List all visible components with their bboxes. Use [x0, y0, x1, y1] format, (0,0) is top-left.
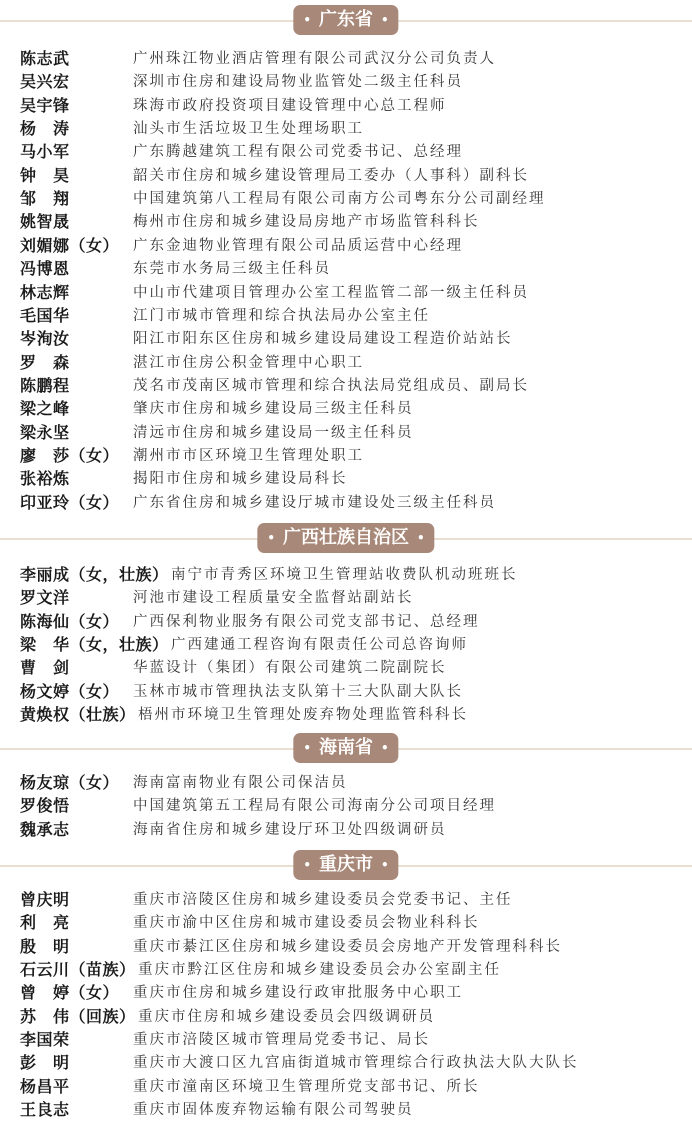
honoree-title: 重庆市住房和城乡建设行政审批服务中心职工 — [133, 985, 463, 1002]
section-header — [0, 522, 692, 556]
honoree-name: 王良志 — [20, 1100, 70, 1120]
section-title: 重庆市 — [319, 854, 373, 875]
honoree-name: 钟 昊 — [20, 165, 70, 185]
honoree-title: 广东省住房和城乡建设厅城市建设处三级主任科员 — [133, 494, 496, 511]
honoree-name: 岑洵汝 — [20, 329, 70, 349]
honoree-title: 中国建筑第八工程局有限公司南方公司粤东分公司副经理 — [133, 191, 546, 208]
honoree-title: 重庆市大渡口区九宫庙街道城市管理综合行政执法大队大队长 — [133, 1055, 579, 1072]
honoree-name: 吴宇锋 — [20, 95, 70, 115]
honoree-name: 梁之峰 — [20, 399, 70, 419]
honoree-name: 杨 涛 — [20, 119, 70, 139]
honoree-note: （苗族） — [69, 960, 136, 980]
honoree-name: 杨昌平 — [20, 1076, 70, 1096]
honoree-title: 华蓝设计（集团）有限公司建筑二院副院长 — [133, 660, 447, 677]
honoree-title: 重庆市綦江区住房和城乡建设委员会房地产开发管理科科长 — [133, 938, 562, 955]
honoree-name: 姚智晟 — [20, 212, 70, 232]
honoree-title: 广西保利物业服务有限公司党支部书记、总经理 — [133, 613, 480, 630]
honoree-title: 重庆市涪陵区住房和城乡建设委员会党委书记、主任 — [133, 892, 513, 908]
honoree-entry — [20, 46, 680, 69]
honoree-title: 河池市建设工程质量安全监督站副站长 — [133, 590, 414, 607]
section-title: 广西壮族自治区 — [283, 527, 409, 548]
honoree-title: 梅州市住房和城乡建设局房地产市场监管科科长 — [133, 214, 480, 231]
honoree-entry — [20, 609, 680, 632]
honoree-title: 玉林市城市管理执法支队第十三大队副大队长 — [133, 683, 463, 700]
honoree-entry — [20, 139, 680, 162]
honoree-entry — [20, 186, 680, 209]
honoree-title: 茂名市茂南区城市管理和综合执法局党组成员、副局长 — [133, 377, 529, 394]
section-header — [0, 4, 692, 38]
honoree-note: （女） — [69, 983, 120, 1003]
honoree-entry — [20, 420, 680, 443]
honoree-title: 海南省住房和城乡建设厅环卫处四级调研员 — [133, 821, 447, 838]
honoree-title: 梧州市环境卫生管理处废弃物处理监管科科长 — [138, 706, 468, 723]
section-title-badge — [257, 523, 434, 553]
honoree-title: 珠海市政府投资项目建设管理中心总工程师 — [133, 97, 447, 114]
honoree-note: （女） — [69, 611, 120, 631]
honoree-title: 汕头市生活垃圾卫生处理场职工 — [133, 121, 364, 138]
honoree-name: 陈志武 — [20, 49, 70, 68]
honoree-entry — [20, 957, 680, 980]
honoree-entry — [20, 632, 680, 655]
honoree-title: 广西建通工程咨询有限责任公司总咨询师 — [171, 636, 468, 653]
honoree-title: 重庆市固体废弃物运输有限公司驾驶员 — [133, 1102, 414, 1119]
section-header — [0, 849, 692, 883]
honoree-name: 石云川 — [20, 960, 70, 980]
dot-icon: • — [381, 741, 389, 755]
honoree-note: （女，壮族） — [69, 565, 169, 584]
honoree-entry — [20, 793, 680, 816]
honoree-title: 揭阳市住房和城乡建设局科长 — [133, 471, 348, 488]
honoree-title: 阳江市阳东区住房和城乡建设局建设工程造价站站长 — [133, 331, 513, 348]
honoree-entry — [20, 1050, 680, 1073]
honoree-name: 罗俊悟 — [20, 796, 70, 816]
honoree-entry — [20, 326, 680, 349]
honoree-title: 潮州市市区环境卫生管理处职工 — [133, 447, 364, 464]
honoree-entry — [20, 256, 680, 279]
honoree-name: 陈海仙 — [20, 611, 70, 631]
honoree-title: 江门市城市管理和综合执法局办公室主任 — [133, 307, 430, 324]
honoree-entry — [20, 233, 680, 256]
honoree-title: 重庆市黔江区住房和城乡建设委员会办公室副主任 — [138, 962, 501, 979]
honoree-name: 黄焕权 — [20, 704, 70, 724]
honoree-name: 马小军 — [20, 142, 70, 162]
honoree-entry — [20, 443, 680, 466]
section-title-badge — [293, 5, 398, 35]
honoree-note: （女） — [69, 681, 120, 701]
honoree-name: 苏 伟 — [20, 1006, 70, 1026]
honoree-name: 刘媚娜 — [20, 235, 70, 255]
honoree-name: 曾 婷 — [20, 983, 70, 1003]
section-title: 海南省 — [319, 737, 373, 758]
honoree-entry — [20, 1074, 680, 1097]
dot-icon: • — [303, 858, 311, 872]
honoree-entry — [20, 887, 680, 910]
honoree-name: 彭 明 — [20, 1053, 70, 1073]
honoree-name: 罗 森 — [20, 352, 70, 372]
honoree-title: 中山市代建项目管理办公室工程监管二部一级主任科员 — [133, 284, 529, 301]
honoree-note: （回族） — [69, 1006, 136, 1026]
section-header — [0, 732, 692, 766]
honoree-name: 梁 华 — [20, 634, 70, 654]
honoree-note: （女） — [69, 492, 120, 512]
honoree-title: 重庆市住房和城乡建设委员会四级调研员 — [138, 1008, 435, 1025]
honoree-name: 曾庆明 — [20, 890, 70, 909]
honoree-note: （壮族） — [69, 704, 136, 724]
section-title-badge — [293, 733, 398, 763]
honoree-name: 梁永坚 — [20, 422, 70, 442]
honoree-entry — [20, 490, 680, 513]
honoree-name: 张裕炼 — [20, 469, 70, 489]
honoree-entry — [20, 702, 680, 725]
honoree-name: 吴兴宏 — [20, 72, 70, 92]
honoree-title: 广州珠江物业酒店管理有限公司武汉分公司负责人 — [133, 51, 496, 67]
honoree-name: 廖 莎 — [20, 445, 70, 465]
honoree-entry — [20, 116, 680, 139]
honoree-name: 魏承志 — [20, 819, 70, 839]
honoree-name: 李丽成 — [20, 565, 70, 584]
dot-icon: • — [267, 531, 275, 545]
honoree-title: 湛江市住房公积金管理中心职工 — [133, 354, 364, 371]
honoree-title: 重庆市涪陵区城市管理局党委书记、局长 — [133, 1032, 430, 1049]
honoree-note: （女） — [69, 773, 120, 792]
honoree-title: 韶关市住房和城乡建设管理局工委办（人事科）副科长 — [133, 167, 529, 184]
honoree-name: 毛国华 — [20, 305, 70, 325]
honoree-title: 东莞市水务局三级主任科员 — [133, 261, 331, 278]
dot-icon: • — [303, 741, 311, 755]
honoree-entry — [20, 350, 680, 373]
honoree-entry — [20, 817, 680, 840]
honoree-entry — [20, 1097, 680, 1120]
honoree-note: （女，壮族） — [69, 634, 169, 654]
dot-icon: • — [303, 13, 311, 27]
honoree-name: 李国荣 — [20, 1030, 70, 1050]
honoree-title: 肇庆市住房和城乡建设局三级主任科员 — [133, 401, 414, 418]
honoree-entry — [20, 562, 680, 585]
honoree-name: 杨文婷 — [20, 681, 70, 701]
honoree-entry — [20, 655, 680, 678]
honoree-entry — [20, 209, 680, 232]
honoree-entry — [20, 1004, 680, 1027]
honoree-note: （女） — [69, 445, 120, 465]
honoree-entry — [20, 679, 680, 702]
honoree-title: 中国建筑第五工程局有限公司海南分公司项目经理 — [133, 798, 496, 815]
dot-icon: • — [381, 858, 389, 872]
honoree-entry — [20, 770, 680, 793]
honoree-name: 罗文洋 — [20, 588, 70, 608]
section-title: 广东省 — [319, 9, 373, 30]
honoree-name: 林志辉 — [20, 282, 70, 302]
honoree-name: 邹 翔 — [20, 189, 70, 209]
honoree-name: 杨友琼 — [20, 773, 70, 792]
honoree-title: 重庆市渝中区住房和城市建设委员会物业科科长 — [133, 915, 480, 932]
honoree-entry — [20, 934, 680, 957]
honoree-entry — [20, 69, 680, 92]
dot-icon: • — [417, 531, 425, 545]
section-title-badge — [293, 850, 398, 880]
honoree-entry — [20, 163, 680, 186]
dot-icon: • — [381, 13, 389, 27]
honoree-title: 海南富南物业有限公司保洁员 — [133, 775, 348, 791]
honoree-entry — [20, 1027, 680, 1050]
honoree-entry — [20, 396, 680, 419]
honoree-name: 陈鹏程 — [20, 375, 70, 395]
honoree-entry — [20, 980, 680, 1003]
honoree-name: 冯博恩 — [20, 259, 70, 279]
honoree-entry — [20, 303, 680, 326]
honoree-entry — [20, 910, 680, 933]
honoree-name: 印亚玲 — [20, 492, 70, 512]
honoree-title: 深圳市住房和建设局物业监管处二级主任科员 — [133, 74, 463, 91]
honoree-entry — [20, 93, 680, 116]
honoree-title: 广东金迪物业管理有限公司品质运营中心经理 — [133, 237, 463, 254]
honoree-name: 曹 剑 — [20, 658, 70, 678]
honoree-name: 利 亮 — [20, 913, 70, 933]
honoree-entry — [20, 466, 680, 489]
honoree-entry — [20, 585, 680, 608]
honoree-name: 殷 明 — [20, 936, 70, 956]
honoree-title: 南宁市青秀区环境卫生管理站收费队机动班班长 — [171, 567, 518, 583]
honoree-title: 重庆市潼南区环境卫生管理所党支部书记、所长 — [133, 1078, 480, 1095]
honoree-note: （女） — [69, 235, 120, 255]
honoree-title: 清远市住房和城乡建设局一级主任科员 — [133, 424, 414, 441]
honoree-title: 广东腾越建筑工程有限公司党委书记、总经理 — [133, 144, 463, 161]
honoree-entry — [20, 373, 680, 396]
honoree-entry — [20, 280, 680, 303]
